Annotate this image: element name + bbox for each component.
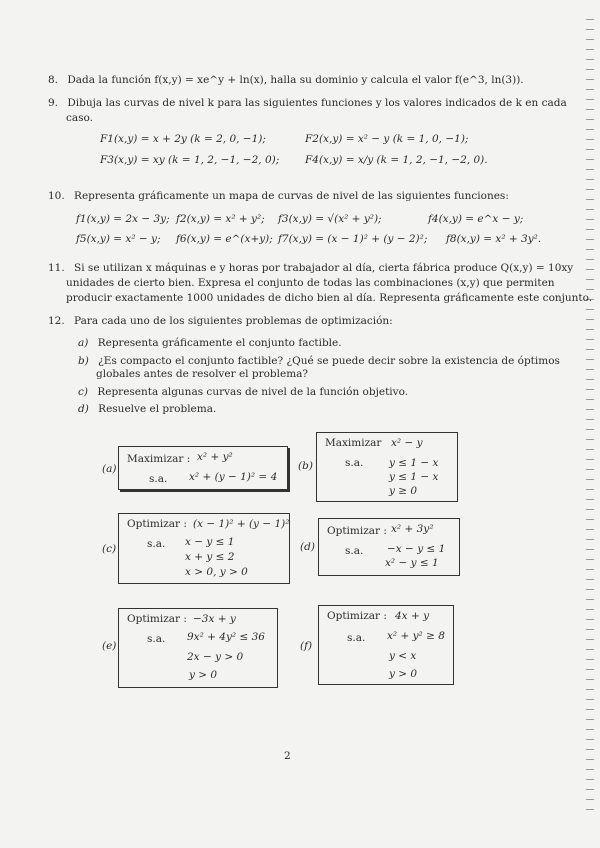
item-b-text-1: ¿Es compacto el conjunto factible? ¿Qué se puede decir sobre la existencia de óptimos	[98, 355, 560, 367]
item-b-text-2: globales antes de resolver el problema?	[96, 368, 309, 380]
box-d-sa: s.a.	[345, 545, 364, 557]
box-c-label: (c)	[102, 543, 117, 555]
box-b-constraint-3: y ≥ 0	[389, 485, 418, 497]
box-c-head: Optimizar :	[127, 518, 187, 530]
problem-12-item-b	[78, 355, 560, 367]
box-f-head: Optimizar :	[327, 610, 387, 622]
box-b-constraint-2: y ≤ 1 − x	[389, 471, 439, 483]
box-e-sa: s.a.	[147, 633, 166, 645]
problem-12-item-a	[78, 337, 342, 349]
page-edge-marks	[584, 10, 596, 840]
box-e-constraint-2: 2x − y > 0	[187, 651, 244, 663]
box-a-head: Maximizar :	[127, 453, 191, 465]
problem-9-f2: F2(x,y) = x² − y (k = 1, 0, −1);	[305, 133, 469, 145]
problem-10	[48, 190, 509, 202]
box-f-constraint-2: y < x	[389, 650, 417, 662]
problem-box-f	[318, 605, 454, 685]
problem-10-f3: f3(x,y) = √(x² + y²);	[278, 213, 382, 225]
box-f-constraint-3: y > 0	[389, 668, 418, 680]
item-c-label: c)	[78, 386, 88, 398]
problem-box-a	[118, 446, 288, 490]
box-c-constraint-2: x + y ≤ 2	[185, 551, 235, 563]
item-c-text: Representa algunas curvas de nivel de la función objetivo.	[97, 386, 409, 398]
box-a-constraint-1: x² + (y − 1)² = 4	[189, 471, 278, 483]
item-a-text: Representa gráficamente el conjunto factible.	[97, 337, 342, 349]
problem-11-line3: producir exactamente 1000 unidades de dicho bien al día. Representa gráficamente este conjunto.	[66, 292, 593, 304]
problem-box-c	[118, 513, 290, 584]
problem-8	[48, 74, 524, 86]
box-d-constraint-1: −x − y ≤ 1	[387, 543, 446, 555]
box-e-head: Optimizar :	[127, 613, 187, 625]
problem-10-f6: f6(x,y) = e^(x+y);	[176, 233, 273, 245]
problem-10-f7: f7(x,y) = (x − 1)² + (y − 2)²;	[278, 233, 428, 245]
problem-10-f1: f1(x,y) = 2x − 3y;	[76, 213, 170, 225]
box-c-constraint-1: x − y ≤ 1	[185, 536, 235, 548]
problem-9-f1: F1(x,y) = x + 2y (k = 2, 0, −1);	[100, 133, 266, 145]
problem-box-d	[318, 518, 460, 576]
box-e-constraint-3: y > 0	[189, 669, 218, 681]
problem-11	[48, 262, 573, 274]
box-f-sa: s.a.	[347, 632, 366, 644]
item-d-label: d)	[78, 403, 89, 415]
box-b-head: Maximizar	[325, 437, 382, 449]
box-e-label: (e)	[102, 640, 117, 652]
problem-12-item-c	[78, 386, 408, 398]
problem-10-f5: f5(x,y) = x² − y;	[76, 233, 161, 245]
problem-10-text: Representa gráficamente un mapa de curvas de nivel de las siguientes funciones:	[74, 190, 509, 202]
item-d-text: Resuelve el problema.	[98, 403, 217, 415]
box-f-objective: 4x + y	[395, 610, 430, 622]
box-d-constraint-2: x² − y ≤ 1	[385, 557, 439, 569]
item-a-label: a)	[78, 337, 89, 349]
problem-8-text: Dada la función f(x,y) = xe^y + ln(x), halla su dominio y calcula el valor f(e^3, ln(3)).	[67, 74, 524, 86]
problem-11-line2: unidades de cierto bien. Expresa el conjunto de todas las combinaciones (x,y) que permiten	[66, 277, 555, 289]
problem-9-line2: caso.	[66, 112, 94, 124]
problem-10-f2: f2(x,y) = x² + y²;	[176, 213, 265, 225]
box-d-objective: x² + 3y²	[391, 523, 434, 535]
box-b-objective: x² − y	[391, 437, 423, 449]
problem-12-number: 12.	[48, 315, 65, 327]
problem-9-f3: F3(x,y) = xy (k = 1, 2, −1, −2, 0);	[100, 154, 280, 166]
problem-11-number: 11.	[48, 262, 65, 274]
box-f-constraint-1: x² + y² ≥ 8	[387, 630, 445, 642]
problem-9	[48, 97, 567, 109]
box-e-objective: −3x + y	[193, 613, 236, 625]
box-c-sa: s.a.	[147, 538, 166, 550]
box-e-constraint-1: 9x² + 4y² ≤ 36	[187, 631, 265, 643]
box-a-objective: x² + y²	[197, 451, 233, 463]
problem-10-f4: f4(x,y) = e^x − y;	[428, 213, 524, 225]
problem-11-line1: Si se utilizan x máquinas e y horas por trabajador al día, cierta fábrica produce Q(x,y) = 10xy	[74, 262, 574, 274]
problem-10-f8: f8(x,y) = x² + 3y².	[446, 233, 542, 245]
item-b-label: b)	[78, 355, 89, 367]
problem-box-e	[118, 608, 278, 688]
box-d-label: (d)	[300, 541, 315, 553]
problem-8-number: 8.	[48, 74, 59, 86]
box-a-sa: s.a.	[149, 473, 168, 485]
box-c-constraint-3: x > 0, y > 0	[185, 566, 248, 578]
box-b-label: (b)	[298, 460, 313, 472]
problem-box-b	[316, 432, 458, 502]
problem-9-number: 9.	[48, 97, 59, 109]
box-f-label: (f)	[300, 640, 313, 652]
problem-12-text: Para cada uno de los siguientes problemas de optimización:	[74, 315, 393, 327]
box-d-head: Optimizar :	[327, 525, 387, 537]
page-number: 2	[284, 750, 291, 762]
problem-9-line1: Dibuja las curvas de nivel k para las siguientes funciones y los valores indicados de k en cada	[67, 97, 567, 109]
box-a-label: (a)	[102, 463, 117, 475]
box-c-objective: (x − 1)² + (y − 1)²	[193, 518, 290, 530]
problem-12-item-d	[78, 403, 216, 415]
box-b-sa: s.a.	[345, 457, 364, 469]
box-b-constraint-1: y ≤ 1 − x	[389, 457, 439, 469]
problem-10-number: 10.	[48, 190, 65, 202]
problem-12	[48, 315, 393, 327]
problem-9-f4: F4(x,y) = x/y (k = 1, 2, −1, −2, 0).	[305, 154, 488, 166]
